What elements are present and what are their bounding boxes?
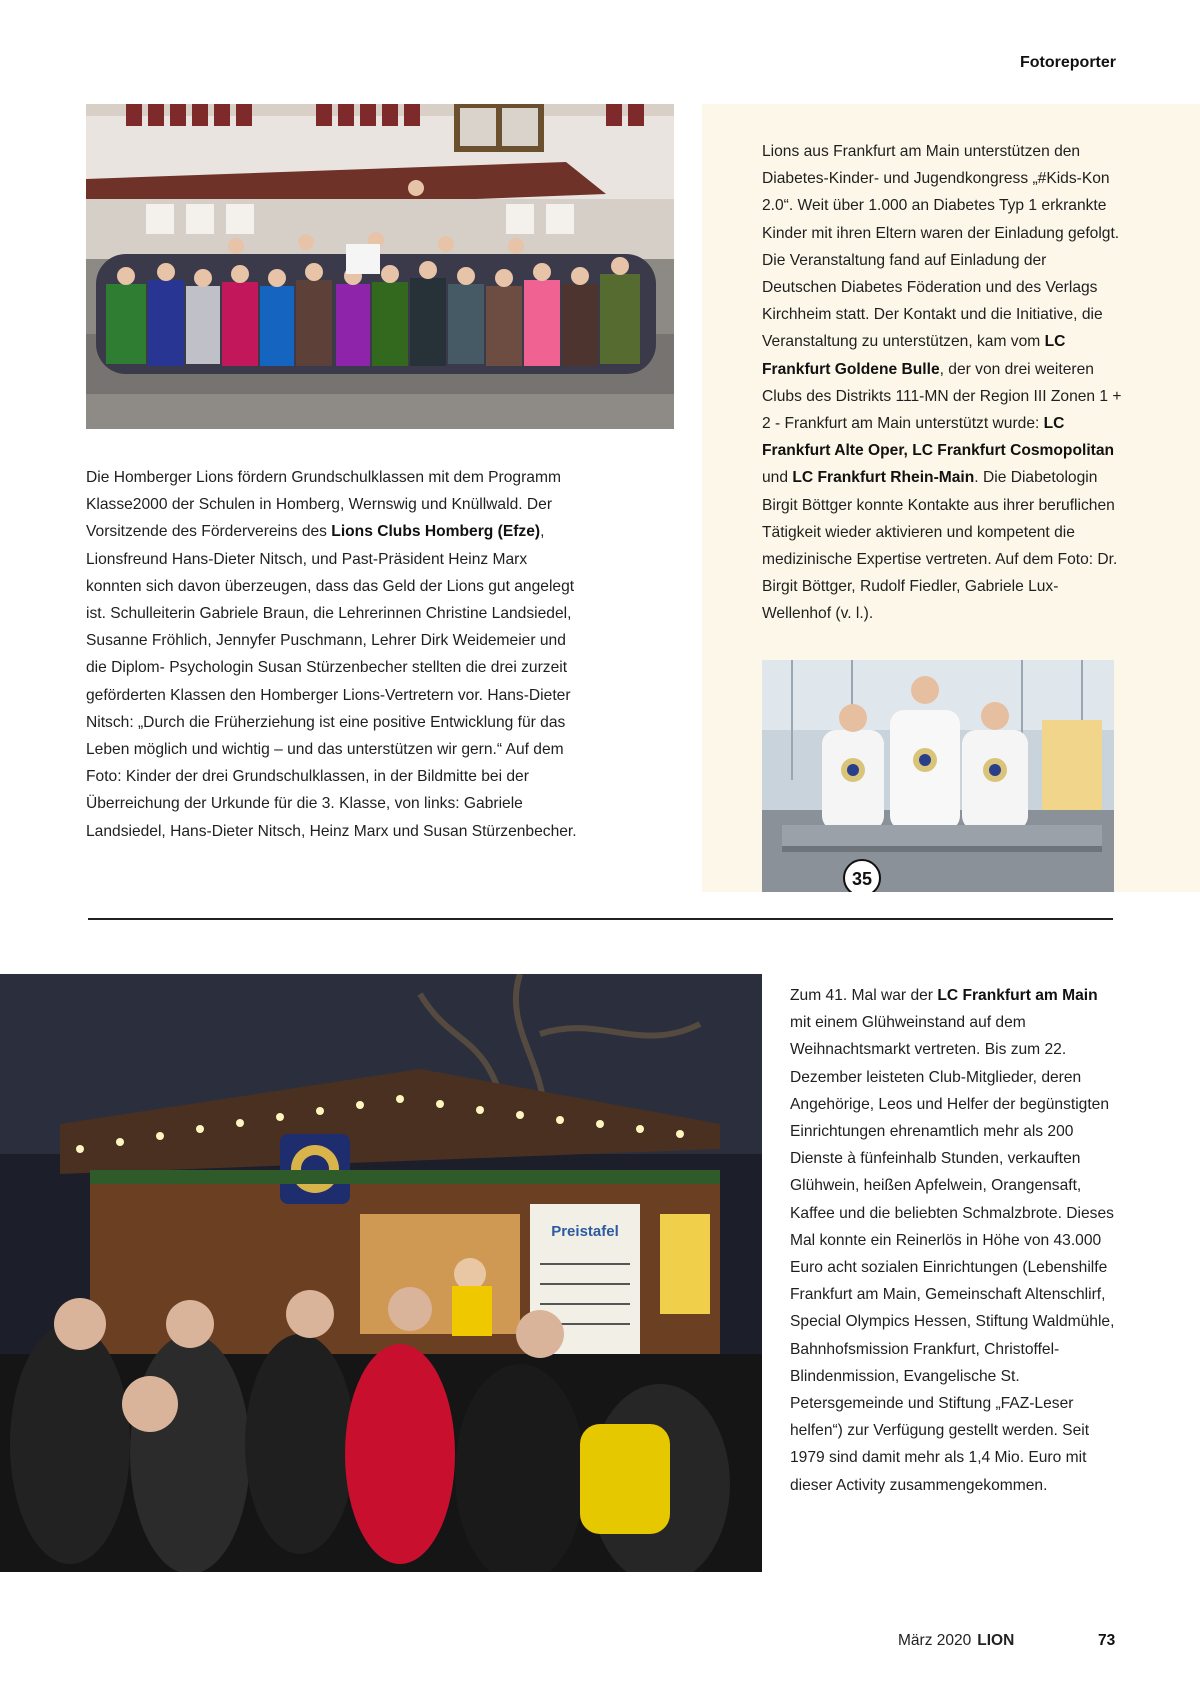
club-name: LC Frankfurt Goldene Bulle: [762, 333, 1066, 378]
group-photo-icon: [86, 104, 674, 429]
article-homberg-text: [86, 464, 586, 845]
section-divider: [88, 918, 1113, 920]
text-run: Lions aus Frankfurt am Main unterstützen den Diabetes-Kinder- und Jugendkongress „#Kids-Kon 2.0“. Weit über 1.000 an Diabetes Typ 1 erkrankte Kinder mit ihren Eltern waren der Einladung gefolgt. Die Veranstaltung fand auf Einladung der Deutschen Diabetes Föderation und des Verlags Kirchheim statt. Der Kontakt und die Initiative, die Veranstaltung zu unterstützen, kam vom: [762, 143, 1120, 351]
page-number: 73: [1098, 1632, 1116, 1649]
photo-market-stand-icon: [0, 974, 762, 1572]
text-run: , der von drei weiteren Clubs des Distrikts 111-MN der Region III Zonen 1 + 2 - Frankfurt am Main unterstützt wurde:: [762, 360, 1122, 433]
magazine-name: LION: [977, 1632, 1015, 1649]
table-number: 35: [851, 869, 873, 889]
text-run: Zum 41. Mal war der: [790, 987, 938, 1004]
text-run: Die Homberger Lions fördern Grundschulklassen mit dem Programm Klasse2000 der Schulen in Homberg, Wernswig und Knüllwald. Der Vorsitzende des Fördervereins des: [86, 469, 561, 541]
photo-christmas-market: [0, 974, 762, 1572]
text-run: und: [762, 469, 793, 487]
section-label: Fotoreporter: [1020, 54, 1116, 71]
club-name: LC Frankfurt Alte Oper, LC Frankfurt Cosmopolitan: [762, 415, 1115, 460]
issue-date: März 2020: [898, 1632, 972, 1649]
article-gluehwein-text: [790, 982, 1122, 1499]
text-run: mit einem Glühweinstand auf dem Weihnachtsmarkt vertreten. Bis zum 22. Dezember leisteten Club-Mitglieder, deren Angehörige, Leos und Helfer der begünstigten Einrichtungen ehrenamtlich mehr als 200 Dienste à fünfeinhalb Stunden, verkauften Glühwein, heißen Apfelwein, Orangensaft, Kaffee und die beliebten Schmalzbrote. Dieses Mal konnte ein Reinerlös in Höhe von 43.000 Euro acht sozialen Einrichtungen (Lebenshilfe Frankfurt am Main, Gemeinschaft Altenschlirf, Special Olympics Hessen, Stiftung Waldmühle, Bahnhofsmission Frankfurt, Christoffel-Blindenmission, Evangelische St. Petersgemeinde und Stiftung „FAZ-Leser helfen“) zur Verfügung gestellt werden. Seit 1979 sind damit mehr als 1,4 Mio. Euro mit dieser Activity zusammengekommen.: [790, 1014, 1115, 1494]
photo-three-lions-icon: [762, 660, 1114, 892]
photo-kidskon: [762, 660, 1114, 892]
footer-issue: [898, 1632, 1014, 1650]
photo-homberg-group: [86, 104, 674, 429]
article-kidskon-text: [762, 138, 1124, 628]
text-run: . Die Diabetologin Birgit Böttger konnte Kontakte aus ihrer beruflichen Tätigkeit wieder aktivieren und kompetent die medizinische Expertise vertreten. Auf dem Foto: Dr. Birgit Böttger, Rudolf Fiedler, Gabriele Lux-Wellenhof (v. l.).: [762, 469, 1118, 623]
text-run: , Lionsfreund Hans-Dieter Nitsch, und Past-Präsident Heinz Marx konnten sich davon überzeugen, dass das Geld der Lions gut angelegt ist. Schulleiterin Gabriele Braun, die Lehrerinnen Christine Landsiedel, Susanne Fröhlich, Jennyfer Puschmann, Lehrer Dirk Weidemeier und die Diplom- Psychologin Susan Stürzenbecher stellten die drei zurzeit geförderten Klassen den Homberger Lions-Vertretern vor. Hans-Dieter Nitsch: „Durch die Früherziehung ist eine positive Entwicklung für das Leben möglich und wichtig – und das unterstützen wir gern.“ Auf dem Foto: Kinder der drei Grundschulklassen, in der Bildmitte bei der Überreichung der Urkunde für die 3. Klasse, von links: Gabriele Landsiedel, Hans-Dieter Nitsch, Heinz Marx und Susan Stürzenbecher.: [86, 523, 577, 840]
club-name: Lions Clubs Homberg (Efze): [331, 523, 541, 541]
club-name: LC Frankfurt Rhein-Main: [792, 469, 975, 487]
price-board-title: Preistafel: [551, 1223, 619, 1240]
club-name: LC Frankfurt am Main: [937, 987, 1098, 1004]
